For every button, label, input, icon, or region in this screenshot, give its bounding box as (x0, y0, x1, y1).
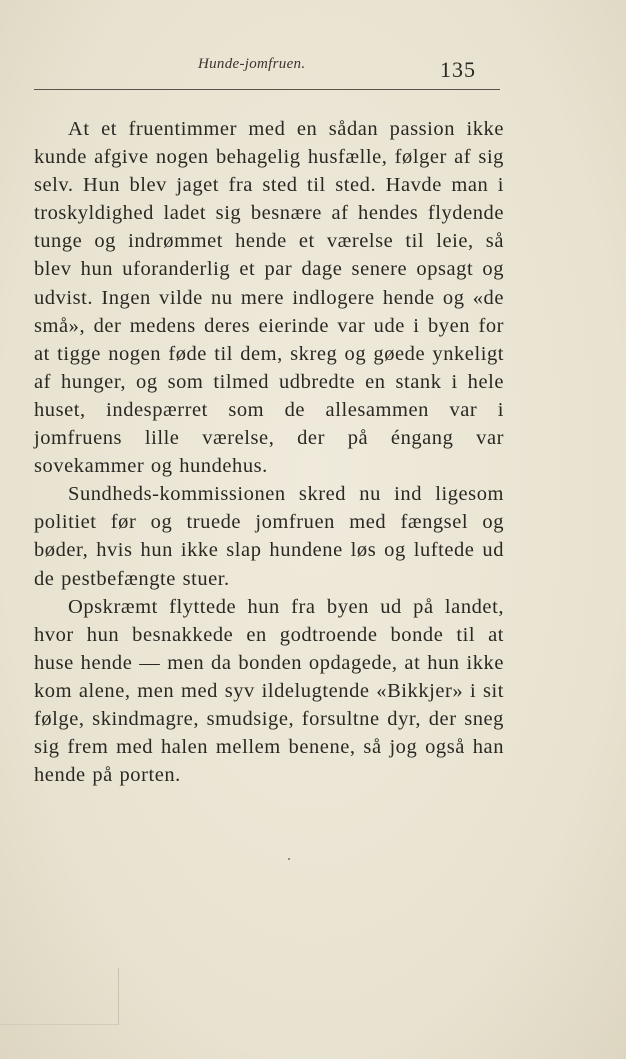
body-text (34, 115, 504, 789)
header-rule (34, 89, 500, 90)
ink-speck (288, 858, 290, 860)
scan-edge-mark (0, 968, 119, 1025)
paragraph-2: Sundheds-kommissionen skred nu ind ligesom politiet før og truede jomfruen med fængsel og bøder, hvis hun ikke slap hundene løs og luftede ud de pestbefængte stuer. (34, 483, 504, 590)
running-header (0, 56, 626, 82)
paragraph-1: At et fruentimmer med en sådan passion ikke kunde afgive nogen behagelig husfælle, følger af sig selv. Hun blev jaget fra sted til sted. Havde man i troskyldighed ladet sig besnære af hendes flydende tunge og indrømmet hende et værelse til leie, så blev hun uforanderlig et par dage senere opsagt og udvist. Ingen vilde nu mere indlogere hende og «de små», der medens deres eierinde var ude i byen for at tigge nogen føde til dem, skreg og gøede ynkeligt af hunger, og som tilmed udbredte en stank i hele huset, indespærret som de allesammen var i jomfruens lille værelse, der på éngang var sovekammer og hundehus. (34, 118, 504, 478)
page-number: 135 (440, 57, 476, 82)
paragraph-3: Opskræmt flyttede hun fra byen ud på landet, hvor hun besnakkede en godtroende bonde til at huse hende — men da bonden opdagede, at hun ikke kom alene, men med syv ildelugtende «Bikkjer» i sit følge, skindmagre, smudsige, forsultne dyr, der sneg sig frem med halen mellem benene, så jog også han hende på porten. (34, 595, 504, 787)
running-title: Hunde-jomfruen. (198, 56, 306, 72)
